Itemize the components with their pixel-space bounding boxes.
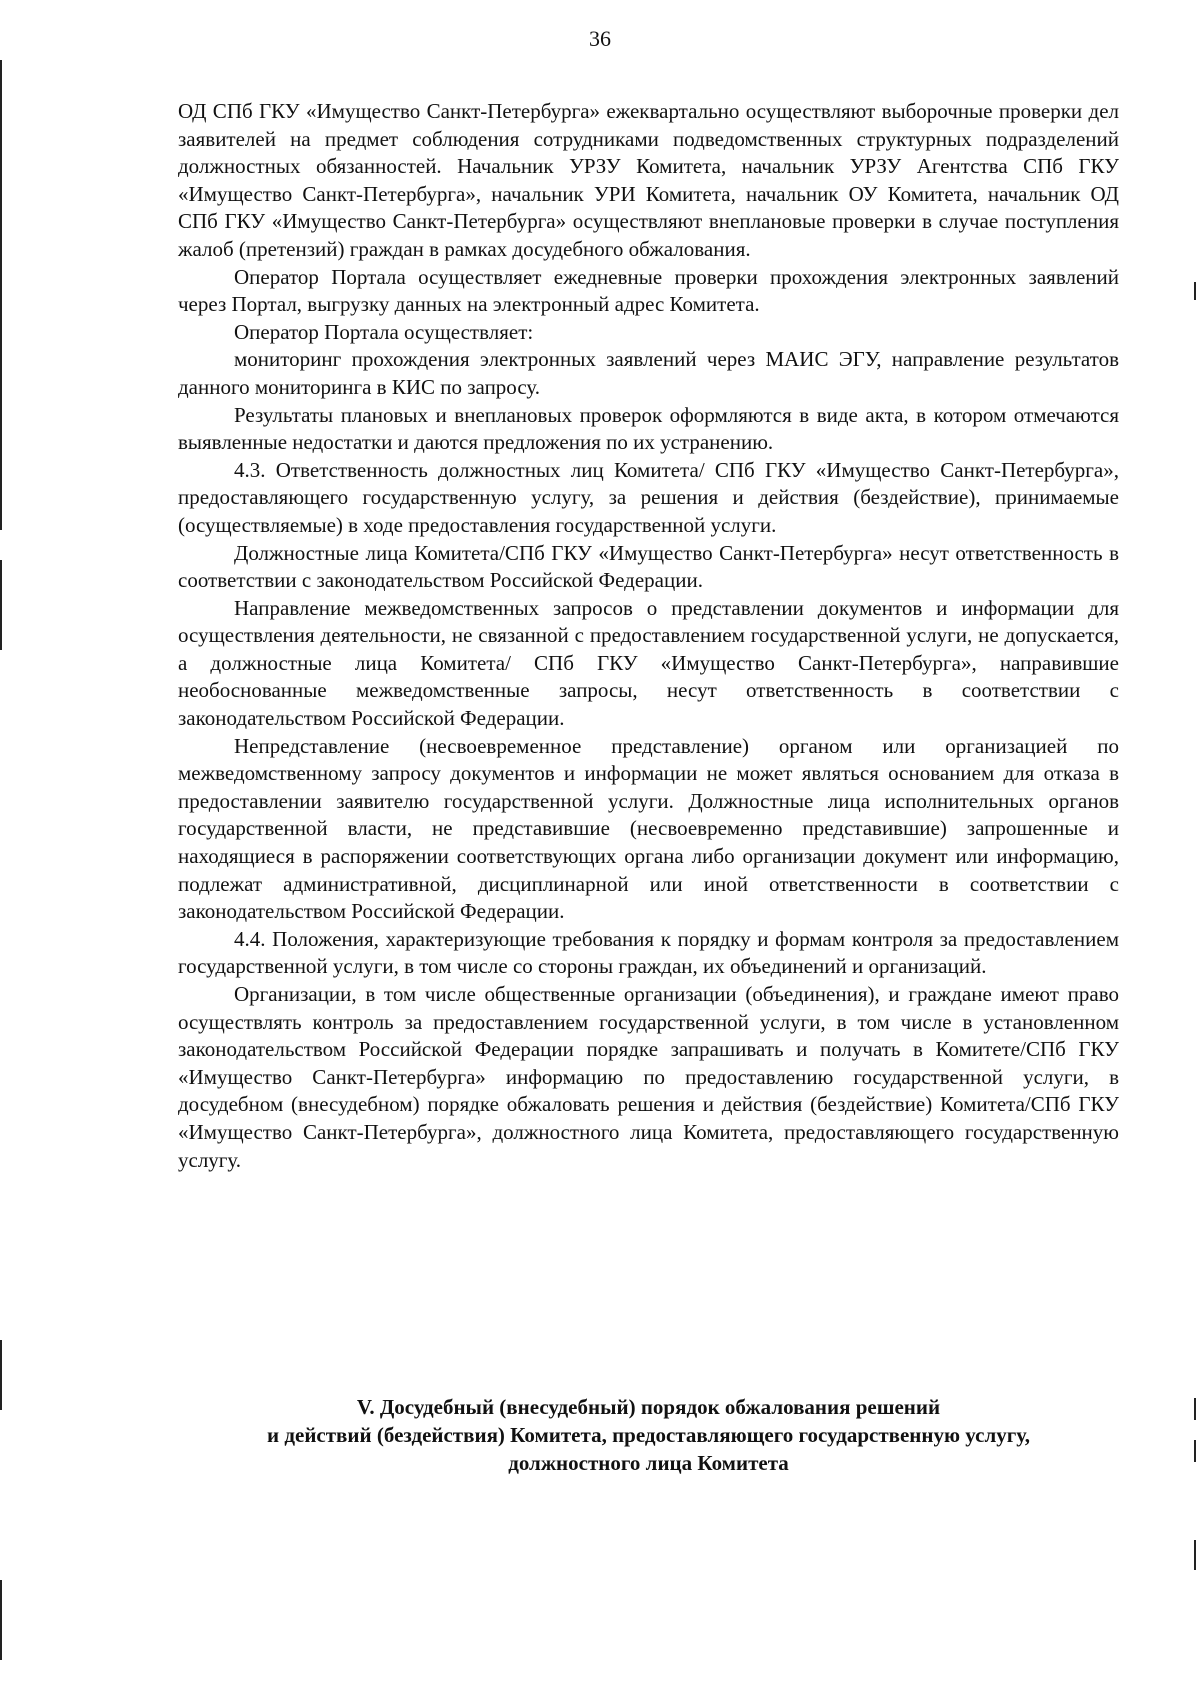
scan-edge-mark bbox=[1194, 1398, 1196, 1420]
paragraph: Направление межведомственных запросов о представлении документов и информации для осуществления деятельности, не связанной с предоставлением государственной услуги, не допускается, а должностные лица Комитета/ СПб ГКУ «Имущество Санкт-Петербурга», направившие необоснованные межведомственные запросы, несут ответственность в соответствии с законодательством Российской Федерации. bbox=[178, 595, 1119, 731]
body-text bbox=[178, 98, 1119, 1174]
page-number: 36 bbox=[589, 26, 611, 51]
scan-edge-mark bbox=[0, 1580, 2, 1660]
paragraph: ОД СПб ГКУ «Имущество Санкт-Петербурга» ежеквартально осуществляют выборочные проверки дел заявителей на предмет соблюдения сотрудниками подведомственных структурных подразделений должностных обязанностей. Начальник УРЗУ Комитета, начальник УРЗУ Агентства СПб ГКУ «Имущество Санкт-Петербурга», начальник УРИ Комитета, начальник ОУ Комитета, начальник ОД СПб ГКУ «Имущество Санкт-Петербурга» осуществляют внеплановые проверки в случае поступления жалоб (претензий) граждан в рамках досудебного обжалования. bbox=[178, 99, 1119, 261]
paragraph: мониторинг прохождения электронных заявлений через МАИС ЭГУ, направление результатов данного мониторинга в КИС по запросу. bbox=[178, 347, 1119, 399]
section-heading-line: V. Досудебный (внесудебный) порядок обжалования решений bbox=[356, 1395, 941, 1419]
section-heading-line: должностного лица Комитета bbox=[508, 1451, 789, 1475]
scan-edge-mark bbox=[0, 60, 2, 530]
paragraph: 4.4. Положения, характеризующие требования к порядку и формам контроля за предоставлением государственной услуги, в том числе со стороны граждан, их объединений и организаций. bbox=[178, 926, 1119, 979]
scan-edge-mark bbox=[0, 560, 2, 650]
paragraph: 4.3. Ответственность должностных лиц Комитета/ СПб ГКУ «Имущество Санкт-Петербурга», предоставляющего государственную услугу, за решения и действия (бездействие), принимаемые (осуществляемые) в ходе предоставления государственной услуги. bbox=[178, 457, 1119, 537]
scan-edge-mark bbox=[0, 1340, 2, 1410]
paragraph: Оператор Портала осуществляет: bbox=[234, 319, 534, 344]
paragraph: Оператор Портала осуществляет ежедневные проверки прохождения электронных заявлений через Портал, выгрузку данных на электронный адрес Комитета. bbox=[178, 264, 1119, 317]
section-heading-line: и действий (бездействия) Комитета, предоставляющего государственную услугу, bbox=[267, 1423, 1030, 1447]
paragraph: Непредставление (несвоевременное представление) органом или организацией по межведомственному запросу документов и информации не может являться основанием для отказа в предоставлении заявителю государственной услуги. Должностные лица исполнительных органов государственной власти, не представившие (несвоевременно представившие) запрошенные и находящиеся в распоряжении соответствующих органа либо организации документ или информацию, подлежат административной, дисциплинарной или иной ответственности в соответствии с законодательством Российской Федерации. bbox=[178, 733, 1119, 924]
section-heading bbox=[178, 1393, 1119, 1477]
paragraph: Должностные лица Комитета/СПб ГКУ «Имущество Санкт-Петербурга» несут ответственность в соответствии с законодательством Российской Федерации. bbox=[178, 540, 1119, 593]
scan-edge-mark bbox=[1194, 1540, 1196, 1570]
scan-edge-mark bbox=[1194, 1440, 1196, 1462]
paragraph: Организации, в том числе общественные организации (объединения), и граждане имеют право осуществлять контроль за предоставлением государственной услуги, в том числе в установленном законодательством Российской Федерации порядке запрашивать и получать в Комитете/СПб ГКУ «Имущество Санкт-Петербурга» информацию по предоставлению государственной услуги, в досудебном (внесудебном) порядке обжаловать решения и действия (бездействие) Комитета/СПб ГКУ «Имущество Санкт-Петербурга», должностного лица Комитета, предоставляющего государственную услугу. bbox=[178, 982, 1119, 1172]
scan-edge-mark bbox=[1194, 282, 1196, 300]
paragraph: Результаты плановых и внеплановых проверок оформляются в виде акта, в котором отмечаются выявленные недостатки и даются предложения по их устранению. bbox=[178, 402, 1119, 455]
